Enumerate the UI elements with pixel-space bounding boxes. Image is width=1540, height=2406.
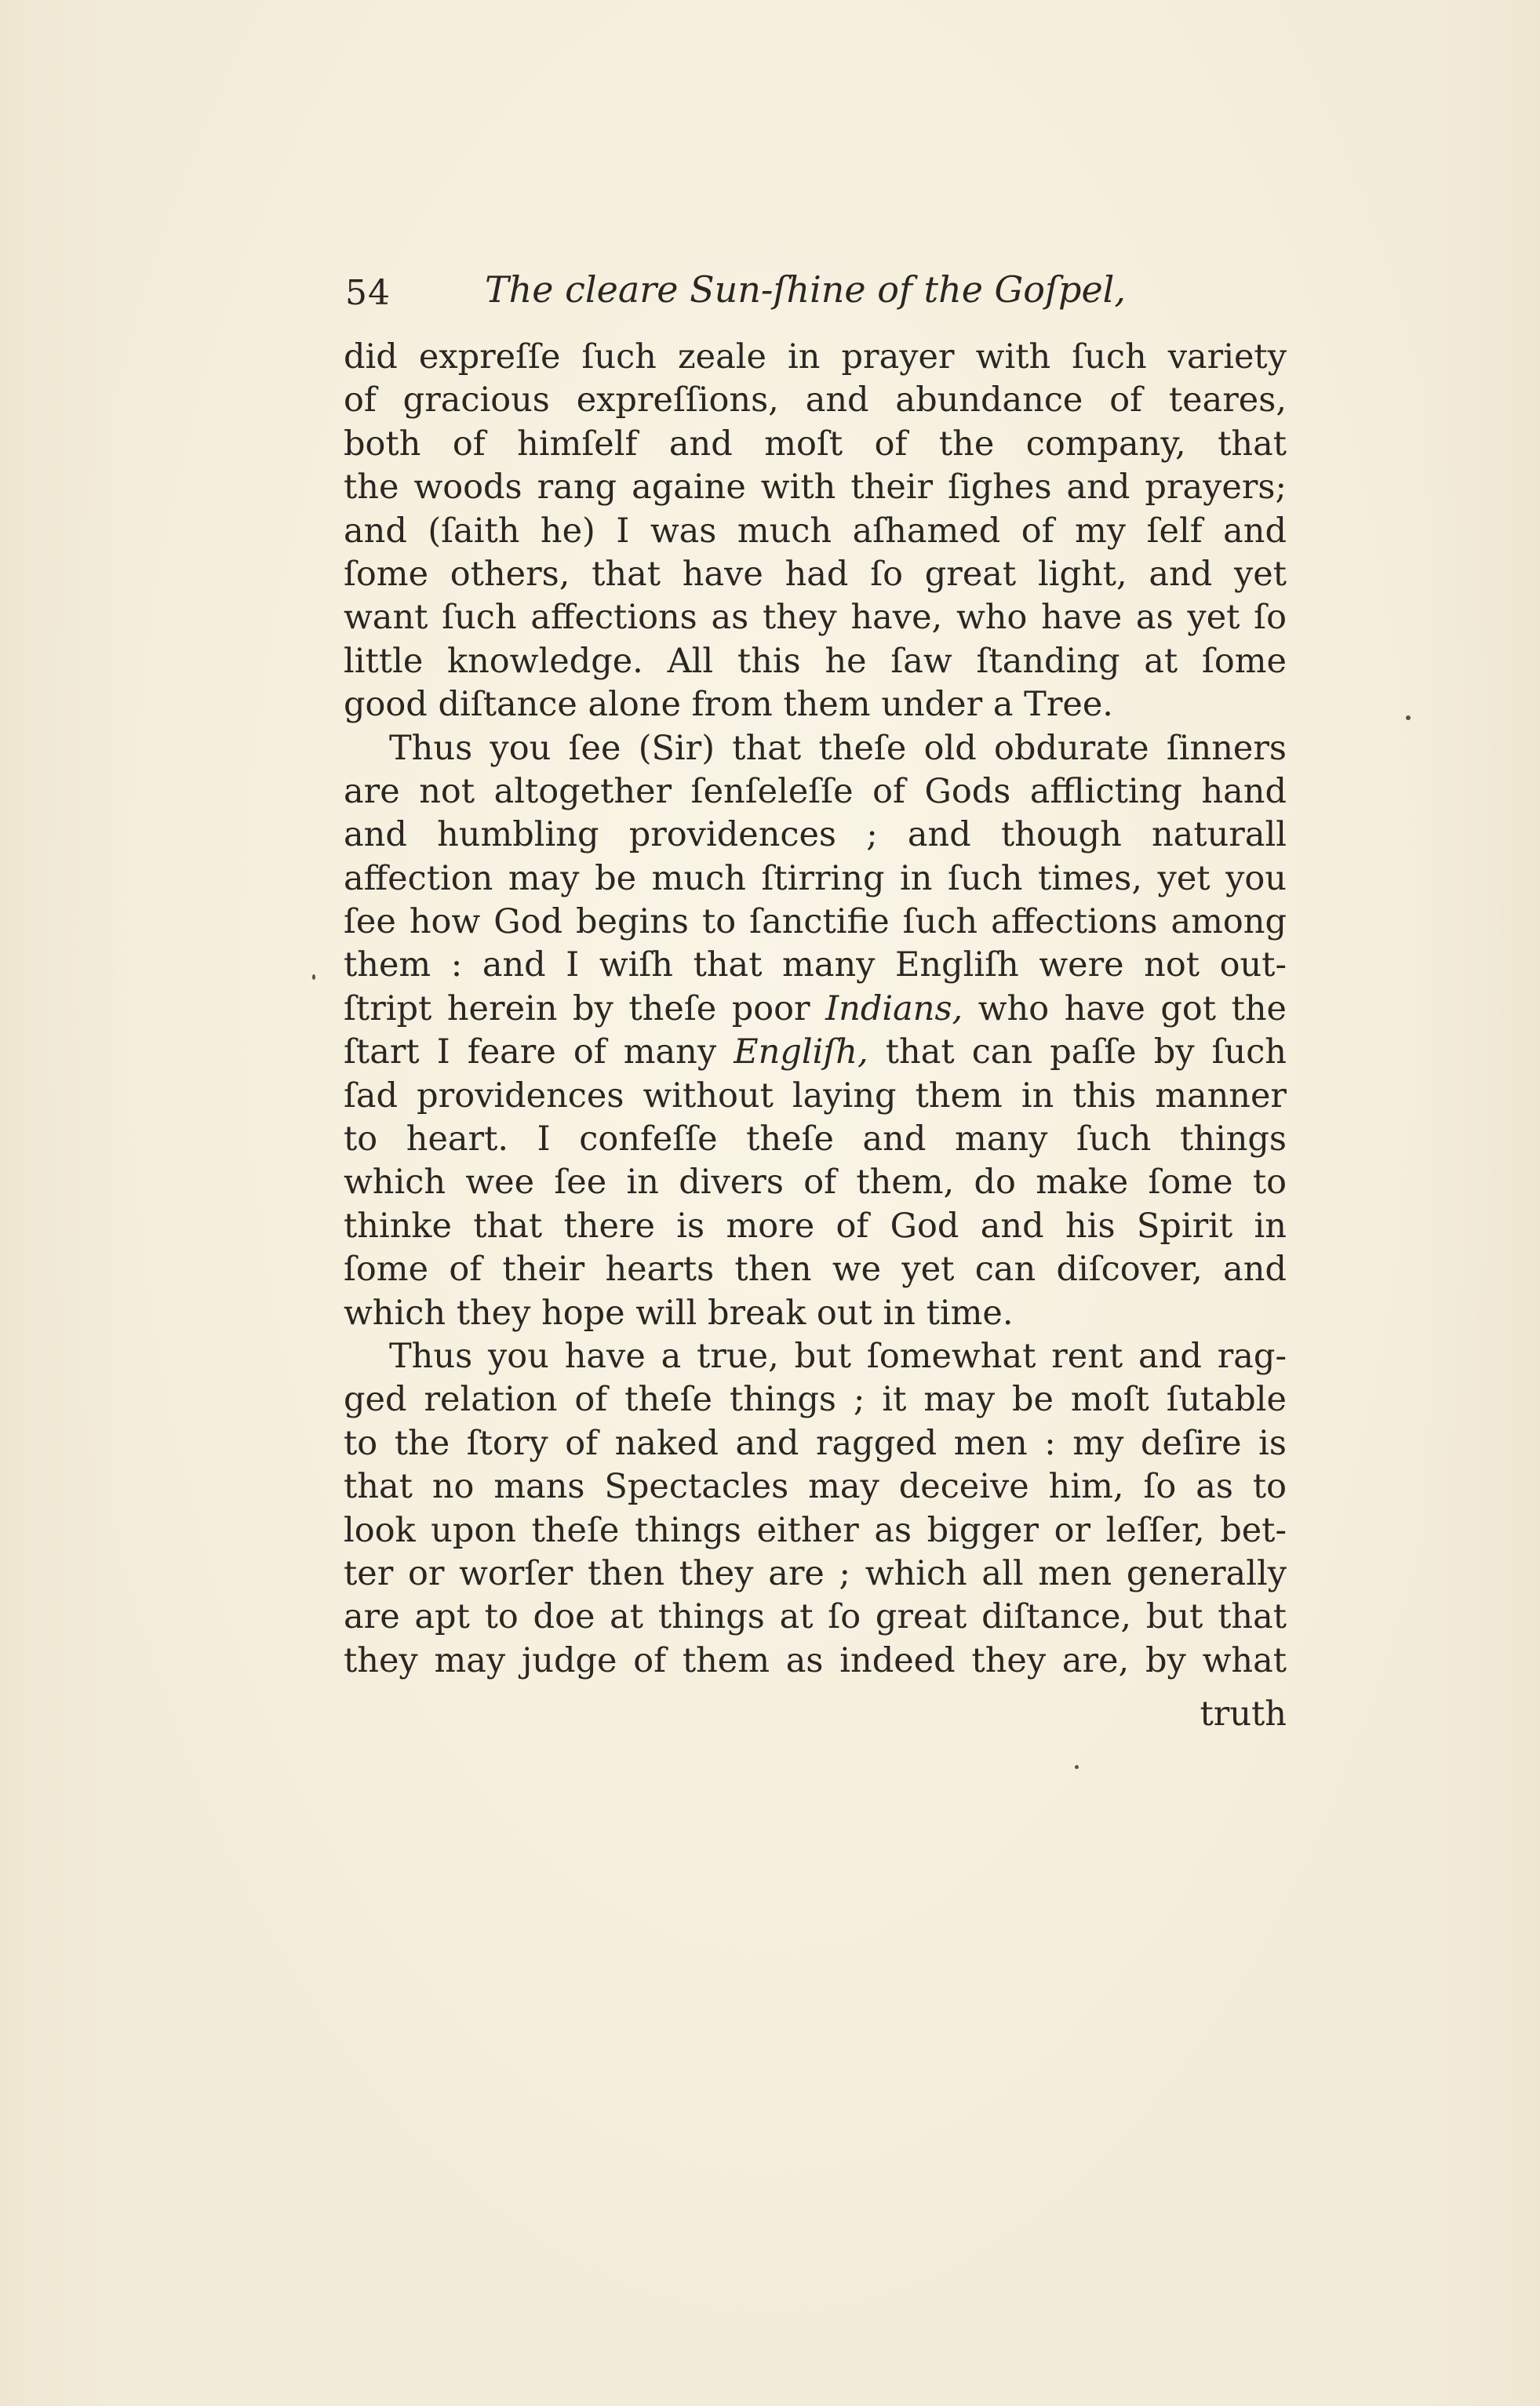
catchword: truth — [1200, 1694, 1287, 1734]
paragraph-start-line: Thus you have a true, but ſomewhat rent and rag- — [389, 1336, 1287, 1376]
text-line: of gracious expreſſions, and abundance of teares, — [344, 380, 1287, 420]
paragraph-start-line: Thus you ſee (Sir) that theſe old obdurate ſinners — [389, 728, 1287, 768]
text-line: look upon theſe things either as bigger or leſſer, bet- — [344, 1510, 1287, 1550]
text-line: to the ſtory of naked and ragged men : my deſire is — [344, 1423, 1287, 1463]
paper-speck — [312, 974, 315, 980]
text-line: that no mans Spectacles may deceive him, ſo as to — [344, 1467, 1287, 1507]
text-line: which they hope will break out in time. — [344, 1293, 1014, 1333]
text-line: thinke that there is more of God and his Spirit in — [344, 1206, 1287, 1246]
text-line: both of himſelf and moſt of the company, that — [344, 424, 1287, 464]
text-line: are not altogether ſenſeleſſe of Gods afflicting hand — [344, 771, 1287, 811]
text-line: ſome others, that have had ſo great light, and yet — [344, 554, 1287, 594]
text-line: ſee how God begins to ſanctifie ſuch affections among — [344, 902, 1287, 942]
text-line: ter or worſer then they are ; which all men generally — [344, 1553, 1287, 1593]
italic-word: Engliſh, — [734, 1032, 868, 1072]
text-line: ſtript herein by theſe poor Indians, who have got the — [344, 988, 1287, 1028]
text-line: did expreſſe ſuch zeale in prayer with ſuch variety — [344, 337, 1287, 377]
text-line: and humbling providences ; and though naturall — [344, 815, 1287, 855]
text-line: are apt to doe at things at ſo great diſtance, but that — [344, 1597, 1287, 1637]
text-line: which wee ſee in divers of them, do make ſome to — [344, 1163, 1287, 1203]
paper-speck — [1406, 715, 1411, 720]
text-line: to heart. I confeſſe theſe and many ſuch things — [344, 1119, 1287, 1159]
running-head — [345, 268, 1287, 323]
paper-speck — [1075, 1765, 1079, 1769]
text-line: and (ſaith he) I was much aſhamed of my ſelf and — [344, 511, 1287, 551]
text-line: affection may be much ſtirring in ſuch times, yet you — [344, 858, 1287, 898]
page-number: 54 — [345, 273, 391, 313]
text-line: want ſuch affections as they have, who have as yet ſo — [344, 598, 1287, 638]
text-line: ſome of their hearts then we yet can diſcover, and — [344, 1250, 1287, 1290]
text-line: they may judge of them as indeed they are, by what — [344, 1640, 1287, 1680]
italic-word: Indians, — [825, 988, 963, 1028]
text-line: good diſtance alone from them under a Tree. — [344, 685, 1113, 725]
text-line: ſtart I feare of many Engliſh, that can paſſe by ſuch — [344, 1032, 1287, 1072]
text-line: ged relation of theſe things ; it may be moſt ſutable — [344, 1380, 1287, 1420]
body-text — [344, 336, 1287, 1683]
text-line: little knowledge. All this he ſaw ſtanding at ſome — [344, 641, 1287, 681]
running-title: The cleare Sun-ſhine of the Goſpel, — [485, 268, 1127, 311]
text-line: the woods rang againe with their ſighes and prayers; — [344, 468, 1287, 508]
text-line: them : and I wiſh that many Engliſh were not out- — [344, 945, 1287, 985]
text-line: ſad providences without laying them in this manner — [344, 1076, 1287, 1116]
